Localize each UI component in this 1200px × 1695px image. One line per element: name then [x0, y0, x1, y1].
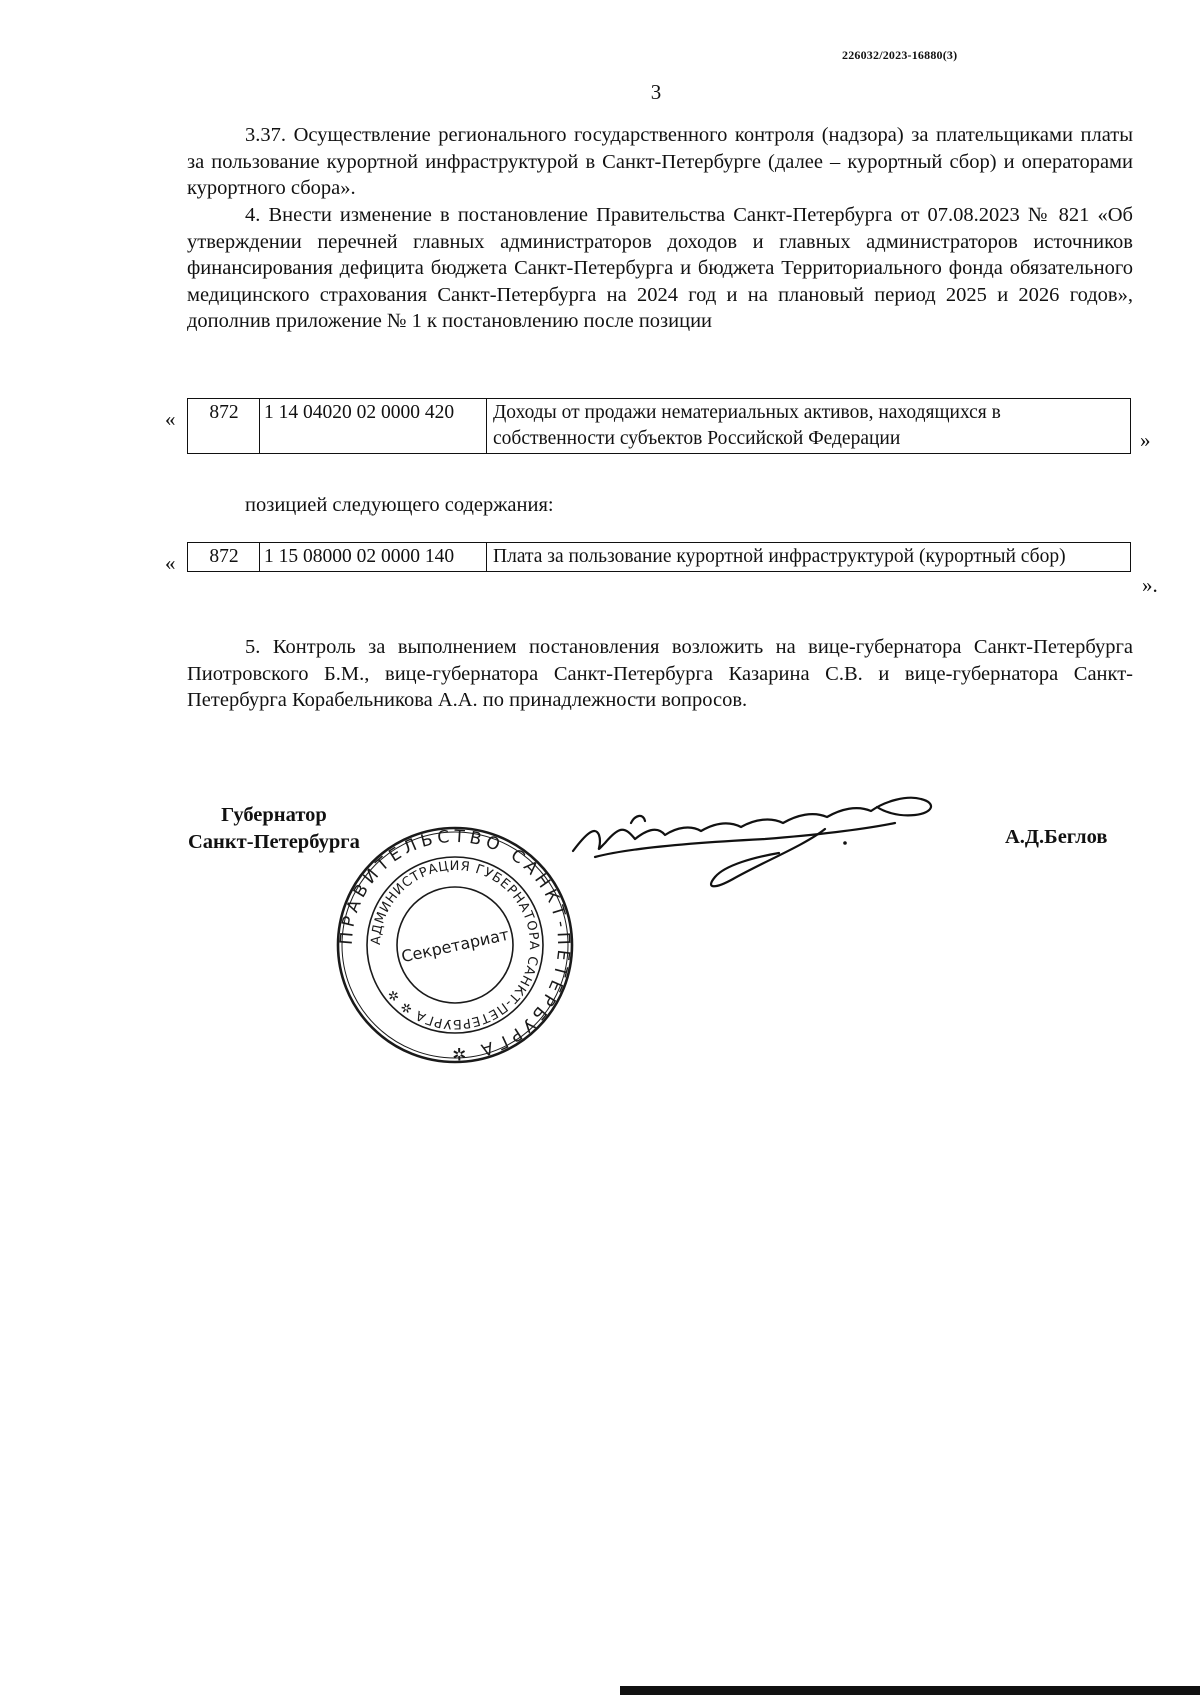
table2-open-quote: «: [165, 551, 176, 575]
svg-text:АДМИНИСТРАЦИЯ ГУБЕРНАТОРА САНК: АДМИНИСТРАЦИЯ ГУБЕРНАТОРА САНКТ-ПЕТЕРБУРГА ✲ ✲: [368, 858, 542, 1032]
page-number: 3: [650, 80, 662, 104]
table-row: [188, 399, 1131, 454]
description-cell: Плата за пользование курортной инфраструктурой (курортный сбор): [487, 543, 1131, 572]
paragraph-5: 5. Контроль за выполнением постановления возложить на вице-губернатора Санкт-Петербурга Пиотровского Б.М., вице-губернатора Санкт-Петербурга Казарина С.В. и вице-губернатора Санкт-Петербурга Корабельникова А.А. по принадлежности вопросов.: [187, 636, 1133, 711]
paragraph-new-position-intro: позицией следующего содержания:: [245, 494, 554, 516]
paragraph-4: 4. Внести изменение в постановление Правительства Санкт-Петербурга от 07.08.2023 № 821 «Об утверждении перечней главных администраторов доходов и главных администраторов источников финансирования дефицита бюджета Санкт-Петербурга и бюджета Территориального фонда обязательного медицинского страхования Санкт-Петербурга на 2024 год и на плановый период 2025 и 2026 годов», дополнив приложение № 1 к постановлению после позиции: [187, 204, 1133, 332]
admin-code-cell: 872: [188, 543, 260, 572]
kbk-code-cell: 1 14 04020 02 0000 420: [260, 399, 487, 454]
handwritten-signature: [565, 765, 955, 895]
document-id: 226032/2023-16880(3): [842, 48, 958, 62]
description-cell: Доходы от продажи нематериальных активов, находящихся в собственности субъектов Российской Федерации: [487, 399, 1131, 454]
new-position-table: [187, 542, 1131, 572]
table-row: [188, 543, 1131, 572]
scan-edge-bar: [620, 1686, 1200, 1695]
svg-text:ПРАВИТЕЛЬСТВО САНКТ-ПЕТЕРБУРГА: ПРАВИТЕЛЬСТВО САНКТ-ПЕТЕРБУРГА ✲: [336, 826, 574, 1064]
existing-position-table: [187, 398, 1131, 454]
signatory-name: А.Д.Беглов: [1005, 826, 1108, 848]
paragraph-3-37: 3.37. Осуществление регионального государственного контроля (надзора) за плательщиками платы за пользование курортной инфраструктурой в Санкт-Петербурге (далее – курортный сбор) и операторами курортного сбора».: [187, 124, 1133, 199]
table2-close-quote: ».: [1142, 573, 1158, 597]
signatory-title-line1: Губернатор: [221, 804, 327, 826]
kbk-code-cell: 1 15 08000 02 0000 140: [260, 543, 487, 572]
official-seal: [335, 825, 575, 1065]
signatory-title-line2: Санкт-Петербурга: [188, 831, 360, 853]
table1-open-quote: «: [165, 407, 176, 431]
table1-close-quote: »: [1140, 428, 1151, 452]
admin-code-cell: 872: [188, 399, 260, 454]
svg-text:Секретариат: Секретариат: [399, 924, 511, 967]
